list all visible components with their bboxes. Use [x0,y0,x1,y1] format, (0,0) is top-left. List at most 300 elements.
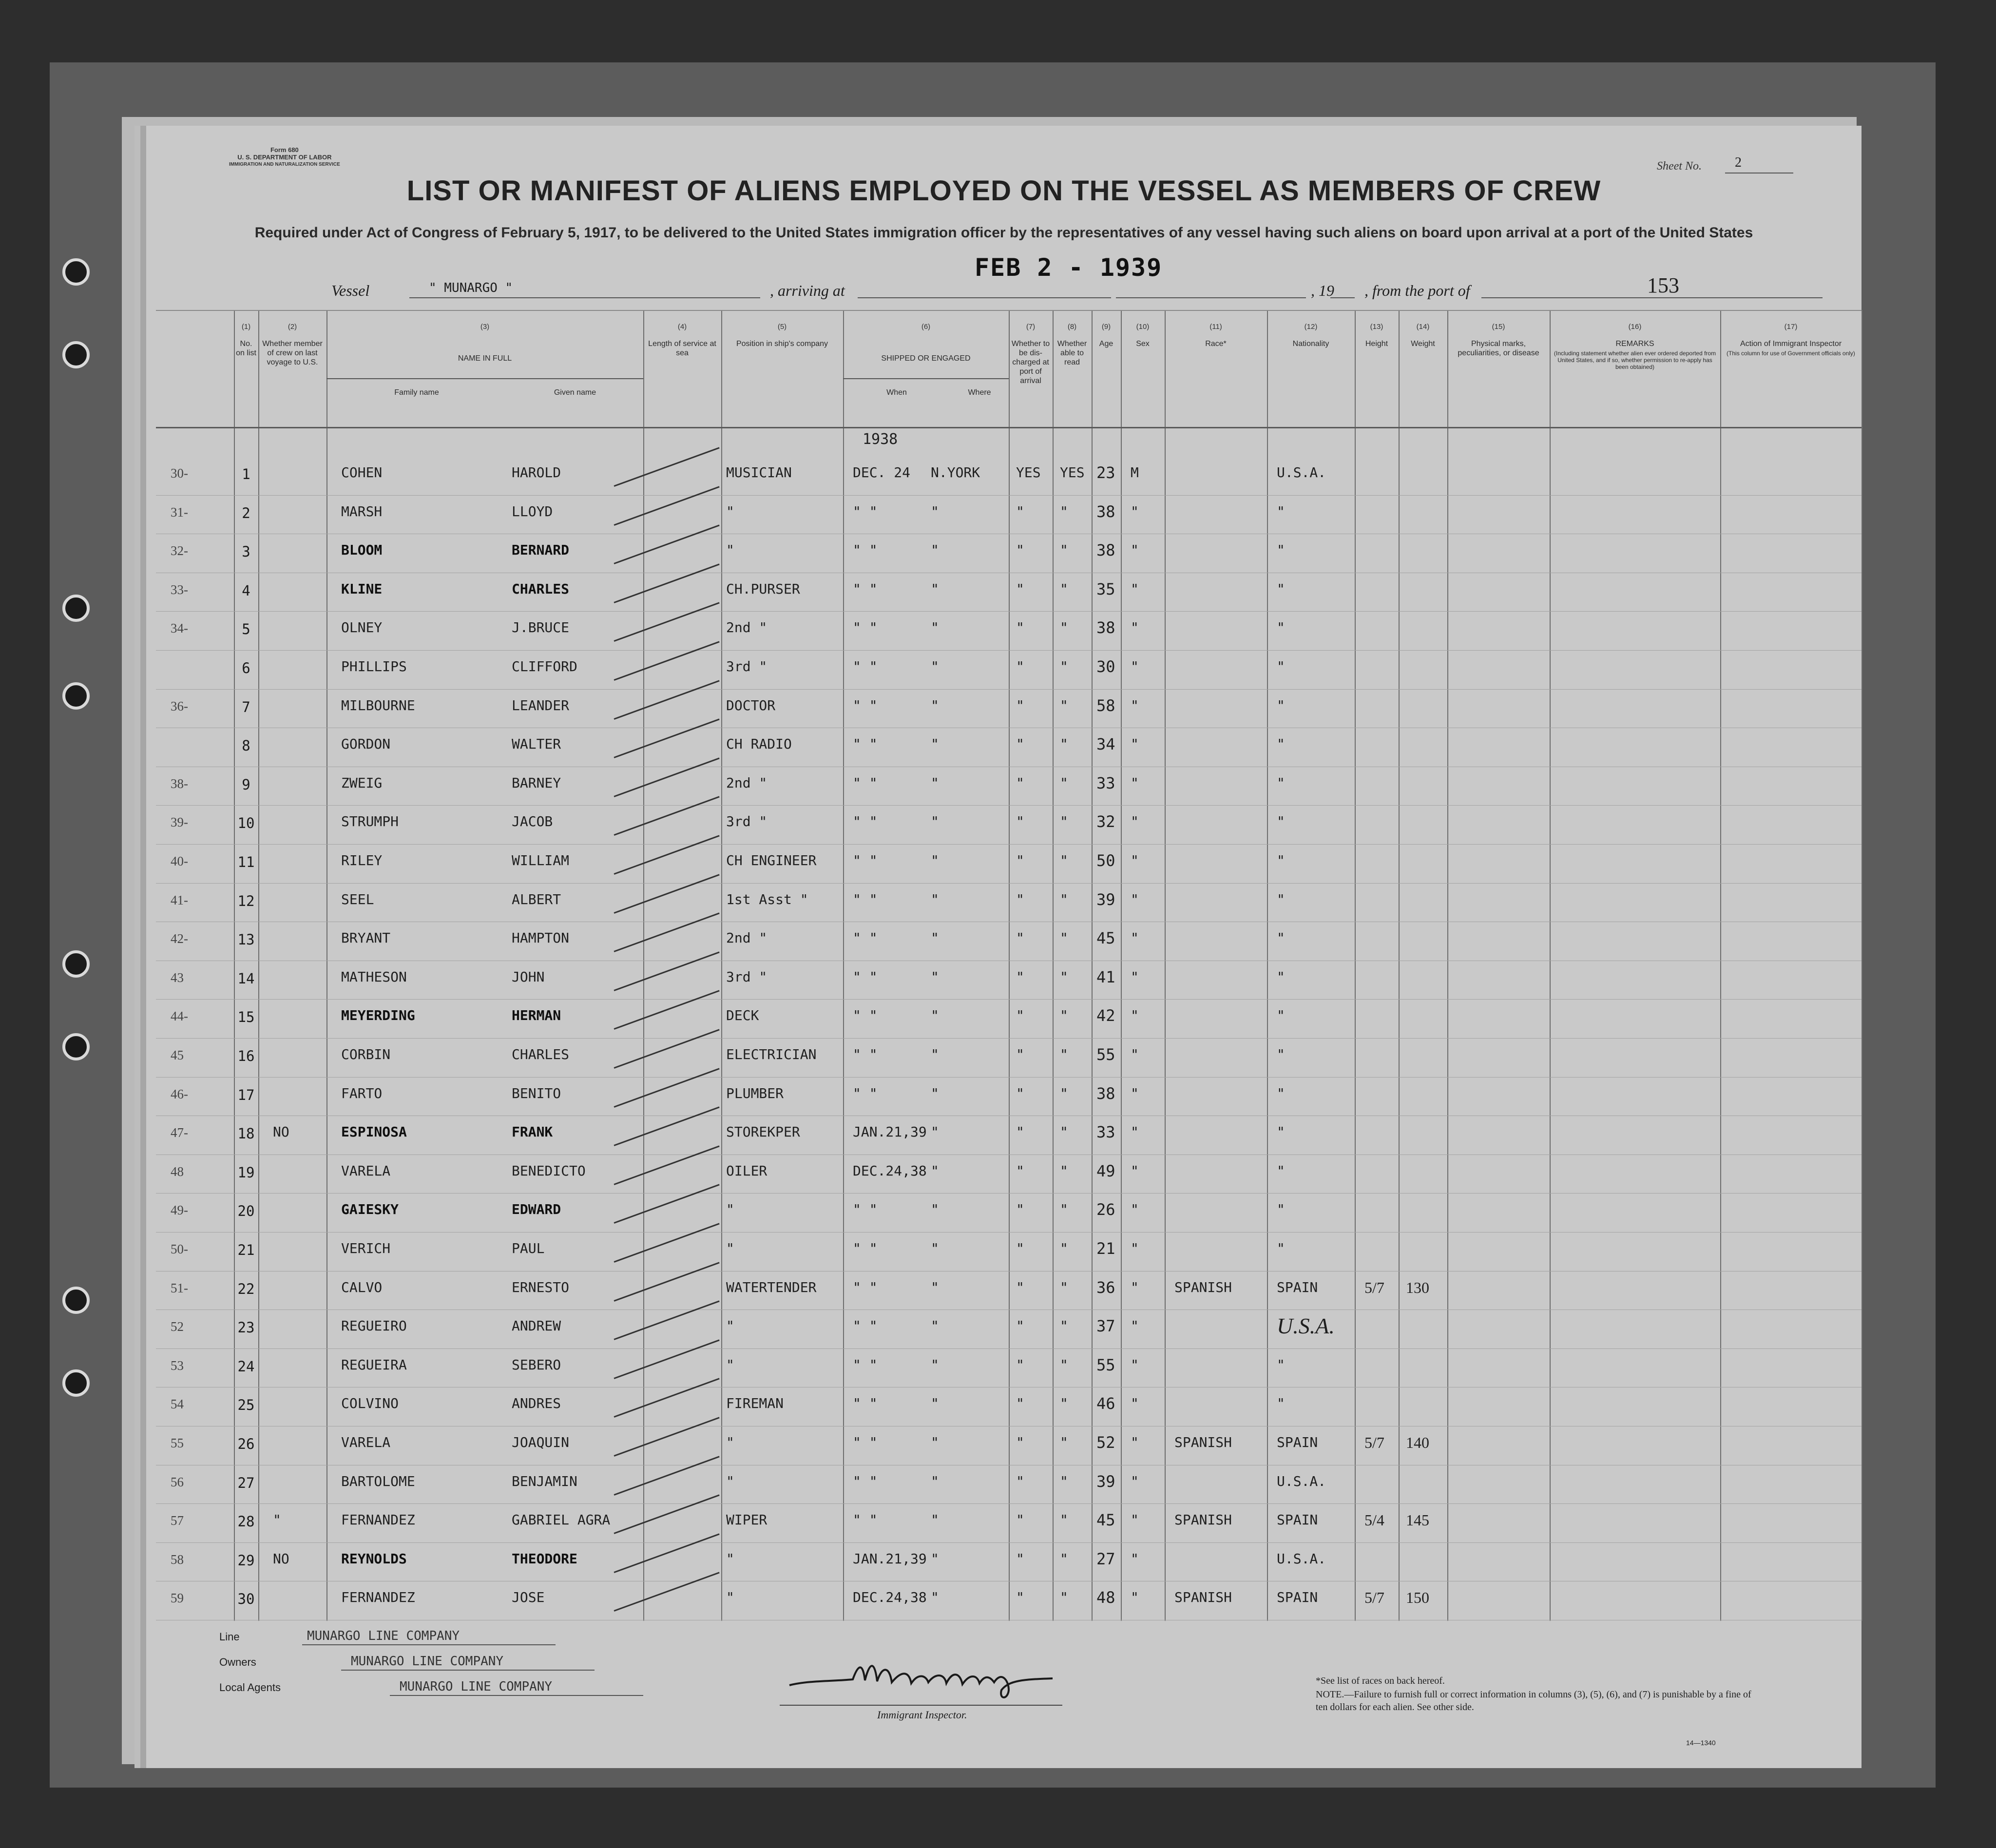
column-number: (5) [777,323,787,331]
discharged: " [1016,697,1024,713]
service-tick [614,563,719,603]
shipped-when: " " [853,1512,878,1528]
age: 26 [1096,1200,1115,1219]
service-tick [614,835,719,874]
shipped-where: " [931,1550,939,1567]
page-number: 153 [1647,273,1679,297]
able-to-read: " [1060,968,1068,985]
position: 2nd " [726,774,768,791]
family-name: REYNOLDS [341,1550,407,1567]
position: 2nd " [726,619,768,636]
able-to-read: " [1060,658,1068,674]
position: 3rd " [726,813,768,830]
row-number: 19 [237,1164,255,1181]
height: 5/7 [1364,1434,1384,1451]
column-subheader: Where [968,388,991,397]
shipped-when: " " [853,1279,878,1295]
service-tick [614,525,719,564]
able-to-read: " [1060,891,1068,907]
age: 32 [1096,812,1115,831]
shipped-where: " [931,774,939,791]
able-to-read: " [1060,1085,1068,1101]
height: 5/7 [1364,1589,1384,1607]
shipped-when: " " [853,1046,878,1062]
row-rule [156,1309,1862,1310]
row-number: 26 [237,1436,255,1452]
able-to-read: " [1060,736,1068,752]
margin-number: 34- [171,621,188,636]
column-header: Nationality [1292,340,1329,348]
row-number: 6 [242,660,250,676]
nationality: " [1277,1201,1285,1218]
nationality: SPAIN [1277,1279,1318,1295]
position: " [726,503,734,520]
nationality: " [1277,930,1285,946]
shipped-where: " [931,1162,939,1179]
vessel-line [409,297,760,298]
shipped-when: " " [853,1356,878,1373]
row-number: 29 [237,1552,255,1569]
sheet-number-label: Sheet No. [1657,160,1702,173]
column-number: (15) [1492,323,1505,331]
given-name: JOSE [512,1589,545,1606]
age: 38 [1096,541,1115,560]
binder-hole [62,1369,90,1397]
position: " [726,1201,734,1218]
position: " [726,1589,734,1606]
able-to-read: " [1060,1434,1068,1450]
sex: " [1131,1046,1139,1062]
nationality: SPAIN [1277,1589,1318,1606]
margin-number: 49- [171,1203,188,1218]
margin-number: 38- [171,776,188,791]
column-subheader: When [886,388,907,397]
able-to-read: " [1060,813,1068,830]
able-to-read: " [1060,1318,1068,1334]
position: 2nd " [726,930,768,946]
shipped-where: " [931,1356,939,1373]
shipped-when: " " [853,1473,878,1489]
given-name: J.BRUCE [512,619,570,636]
family-name: VARELA [341,1434,391,1450]
subheader-rule [843,378,1009,379]
shipped-when: " " [853,1240,878,1256]
sex: " [1131,1356,1139,1373]
able-to-read: " [1060,1279,1068,1295]
binder-hole [62,1033,90,1060]
given-name: HAMPTON [512,930,570,946]
row-number: 30 [237,1591,255,1608]
position: 1st Asst " [726,891,808,907]
family-name: FARTO [341,1085,383,1101]
column-rule [1165,310,1166,1621]
row-number: 11 [237,854,255,870]
column-rule [1121,310,1122,1621]
able-to-read: " [1060,619,1068,636]
shipped-when: DEC. 24 [853,464,911,481]
shipped-when: " " [853,774,878,791]
shipped-where: " [931,1434,939,1450]
family-name: VARELA [341,1162,391,1179]
discharged: " [1016,619,1024,636]
discharged: " [1016,774,1024,791]
given-name: BERNARD [512,542,570,558]
nationality: " [1277,852,1285,868]
nationality: " [1277,1046,1285,1062]
nationality: " [1277,1007,1285,1024]
weight: 140 [1406,1434,1429,1451]
column-number: (13) [1370,323,1383,331]
shipped-where: N.YORK [931,464,980,481]
line-rule [302,1644,556,1645]
given-name: ERNESTO [512,1279,570,1295]
column-number: (10) [1136,323,1150,331]
service-tick [614,1456,719,1495]
age: 37 [1096,1317,1115,1336]
family-name: COHEN [341,464,383,481]
sex: " [1131,813,1139,830]
service-tick [614,447,719,486]
discharged: " [1016,1473,1024,1489]
port-label: , from the port of [1364,282,1470,299]
discharged: " [1016,1395,1024,1412]
given-name: HAROLD [512,464,561,481]
column-number: (16) [1628,323,1642,331]
column-rule [1092,310,1093,1621]
form-number: Form 680 [270,146,299,154]
position: CH.PURSER [726,580,800,597]
shipped-when: JAN.21,39 [853,1124,927,1140]
header-bottom-rule [156,427,1862,428]
age: 50 [1096,851,1115,870]
column-number: (1) [241,323,251,331]
discharged: " [1016,1356,1024,1373]
shipped-when: JAN.21,39 [853,1550,927,1567]
margin-number: 43 [171,970,184,985]
able-to-read: " [1060,1201,1068,1218]
given-name: BARNEY [512,774,561,791]
age: 30 [1096,657,1115,676]
agents-value: MUNARGO LINE COMPANY [400,1679,553,1694]
discharged: " [1016,1085,1024,1101]
sex: " [1131,658,1139,674]
discharged: " [1016,1007,1024,1024]
margin-number: 59 [171,1591,184,1606]
able-to-read: YES [1060,464,1085,481]
shipped-when: " " [853,542,878,558]
date-line [1116,297,1306,298]
family-name: CORBIN [341,1046,391,1062]
shipped-where: " [931,580,939,597]
row-rule [156,844,1862,845]
age: 39 [1096,890,1115,909]
column-number: (6) [921,323,931,331]
age: 52 [1096,1433,1115,1452]
shipped-where: " [931,1279,939,1295]
family-name: RILEY [341,852,383,868]
shipped-where: " [931,1512,939,1528]
margin-number: 50- [171,1242,188,1256]
crew-table [156,310,1862,1621]
service-tick [614,680,719,719]
last-voyage: NO [273,1124,289,1140]
shipped-when: " " [853,813,878,830]
family-name: VERICH [341,1240,391,1256]
margin-number: 44- [171,1009,188,1024]
shipped-where: " [931,619,939,636]
column-header: Whether to be dis-charged at port of arrival [1011,340,1050,385]
column-number: (12) [1304,323,1318,331]
given-name: SEBERO [512,1356,561,1373]
page-subtitle: Required under Act of Congress of February 5, 1917, to be delivered to the United States immigration officer by the representatives of any vessel having such aliens on board upon arrival at a port of the United States [254,225,1753,241]
row-rule [156,1038,1862,1039]
discharged: " [1016,1434,1024,1450]
family-name: KLINE [341,580,383,597]
position: " [726,1473,734,1489]
column-rule [1009,310,1010,1621]
sex: " [1131,1007,1139,1024]
service-tick [614,1068,719,1107]
shipped-where: " [931,736,939,752]
service-tick [614,641,719,680]
family-name: OLNEY [341,619,383,636]
given-name: CHARLES [512,580,570,597]
column-rule [1267,310,1268,1621]
shipped-when: " " [853,1201,878,1218]
family-name: FERNANDEZ [341,1589,415,1606]
margin-number: 55 [171,1436,184,1450]
row-rule [156,1077,1862,1078]
row-rule [156,805,1862,806]
binder-holes [58,195,92,1633]
position: WIPER [726,1512,768,1528]
service-tick [614,1107,719,1146]
row-rule [156,611,1862,612]
header-rule [156,310,1862,311]
sex: " [1131,1162,1139,1179]
service-tick [614,990,719,1030]
line-value: MUNARGO LINE COMPANY [307,1629,460,1643]
family-name: MARSH [341,503,383,520]
nationality: " [1277,542,1285,558]
shipped-where: " [931,1589,939,1606]
position: " [726,1318,734,1334]
row-rule [156,999,1862,1000]
sex: " [1131,736,1139,752]
owners-value: MUNARGO LINE COMPANY [351,1654,504,1669]
family-name: PHILLIPS [341,658,407,674]
binder-hole [62,1287,90,1314]
age: 45 [1096,1511,1115,1530]
row-number: 20 [237,1203,255,1220]
margin-number: 58 [171,1552,184,1567]
shipped-when: " " [853,1395,878,1412]
row-number: 28 [237,1513,255,1530]
row-rule [156,1542,1862,1543]
discharged: " [1016,503,1024,520]
margin-number: 39- [171,815,188,830]
row-number: 14 [237,970,255,987]
margin-number: 51- [171,1280,188,1295]
column-header-note: (Including statement whether alien ever ordered deported from United States, and if so, whether permission to re-apply has been obtained) [1554,350,1716,370]
column-subheader: Family name [394,388,439,397]
penalty-note: NOTE.—Failure to furnish full or correct information in columns (3), (5), (6), and (7) is punishable by a fine of ten dollars for each alien. See other side. [1316,1689,1751,1713]
shipped-where: " [931,503,939,520]
age: 27 [1096,1549,1115,1568]
given-name: JACOB [512,813,553,830]
row-rule [156,495,1862,496]
shipped-where: " [931,1124,939,1140]
given-name: JOHN [512,968,545,985]
shipped-when: " " [853,736,878,752]
age: 46 [1096,1394,1115,1413]
inspector-rule [780,1705,1062,1706]
family-name: FERNANDEZ [341,1512,415,1528]
discharged: YES [1016,464,1041,481]
family-name: MILBOURNE [341,697,415,713]
discharged: " [1016,1162,1024,1179]
arriving-line [858,297,1111,298]
manifest-sheet [146,126,1862,1768]
age: 34 [1096,735,1115,754]
service-tick [614,1301,719,1340]
nationality: " [1277,1240,1285,1256]
margin-number: 56 [171,1474,184,1489]
nationality: " [1277,1162,1285,1179]
column-header: Height [1365,340,1388,348]
arriving-label: , arriving at [770,282,845,299]
sex: " [1131,1201,1139,1218]
given-name: BENJAMIN [512,1473,577,1489]
family-name: MATHESON [341,968,407,985]
column-rule [326,310,327,1621]
age: 23 [1096,463,1115,482]
subheader-rule [326,378,643,379]
service-tick [614,1145,719,1185]
discharged: " [1016,891,1024,907]
weight: 150 [1406,1589,1429,1607]
shipped-when: " " [853,503,878,520]
vessel-name: " MUNARGO " [429,281,513,295]
given-name: ANDRES [512,1395,561,1412]
row-number: 24 [237,1358,255,1375]
discharged: " [1016,1201,1024,1218]
position: " [726,1550,734,1567]
given-name: LEANDER [512,697,570,713]
able-to-read: " [1060,1473,1068,1489]
age: 55 [1096,1045,1115,1064]
nationality: " [1277,736,1285,752]
able-to-read: " [1060,930,1068,946]
column-header: Whether member of crew on last voyage to U.S. [262,340,323,366]
column-rule [1053,310,1054,1621]
row-number: 15 [237,1009,255,1026]
shipped-when: DEC.24,38 [853,1162,927,1179]
weight: 145 [1406,1511,1429,1529]
column-number: (3) [480,323,490,331]
column-header: Race* [1205,340,1227,348]
row-number: 2 [242,504,250,521]
given-name: WALTER [512,736,561,752]
column-header: NAME IN FULL [458,354,512,363]
column-header: Whether able to read [1057,340,1087,366]
shipped-where: " [931,968,939,985]
margin-number: 52 [171,1319,184,1334]
sex: " [1131,697,1139,713]
able-to-read: " [1060,542,1068,558]
age: 48 [1096,1588,1115,1607]
family-name: REGUEIRO [341,1318,407,1334]
discharged: " [1016,736,1024,752]
service-tick [614,1572,719,1612]
given-name: THEODORE [512,1550,577,1567]
shipped-when: " " [853,1434,878,1450]
sex: " [1131,1124,1139,1140]
row-number: 21 [237,1242,255,1258]
nationality: " [1277,1395,1285,1412]
shipped-where: " [931,852,939,868]
nationality: " [1277,619,1285,636]
shipped-where: " [931,1201,939,1218]
page-title: LIST OR MANIFEST OF ALIENS EMPLOYED ON THE VESSEL AS MEMBERS OF CREW [406,175,1601,207]
row-number: 8 [242,737,250,754]
shipped-where: " [931,1046,939,1062]
sex: " [1131,1434,1139,1450]
sex: " [1131,1279,1139,1295]
service-tick [614,602,719,642]
sex: " [1131,1512,1139,1528]
age: 49 [1096,1161,1115,1180]
inspector-label: Immigrant Inspector. [877,1709,967,1721]
given-name: CHARLES [512,1046,570,1062]
margin-number: 42- [171,931,188,946]
position: FIREMAN [726,1395,784,1412]
column-number: (8) [1067,323,1077,331]
family-name: MEYERDING [341,1007,415,1024]
column-header: Age [1099,340,1113,348]
shipped-when: " " [853,697,878,713]
shipped-when: DEC.24,38 [853,1589,927,1606]
race: SPANISH [1174,1434,1232,1450]
margin-number: 54 [171,1397,184,1412]
binder-hole [62,950,90,978]
column-number: (2) [288,323,297,331]
able-to-read: " [1060,1124,1068,1140]
shipped-when: " " [853,658,878,674]
column-rule [721,310,722,1621]
able-to-read: " [1060,1356,1068,1373]
row-number: 5 [242,621,250,638]
sex: " [1131,580,1139,597]
margin-number: 40- [171,854,188,868]
given-name: EDWARD [512,1201,561,1218]
weight: 130 [1406,1278,1429,1296]
sex: " [1131,1240,1139,1256]
shipped-where: " [931,1085,939,1101]
margin-number: 45 [171,1048,184,1062]
shipped-where: " [931,930,939,946]
shipped-when: " " [853,1318,878,1334]
shipped-where: " [931,891,939,907]
shipped-when: " " [853,1007,878,1024]
given-name: ALBERT [512,891,561,907]
shipped-where: " [931,1395,939,1412]
shipped-where: " [931,1318,939,1334]
age: 58 [1096,696,1115,715]
discharged: " [1016,1318,1024,1334]
sex: " [1131,852,1139,868]
row-number: 27 [237,1474,255,1491]
